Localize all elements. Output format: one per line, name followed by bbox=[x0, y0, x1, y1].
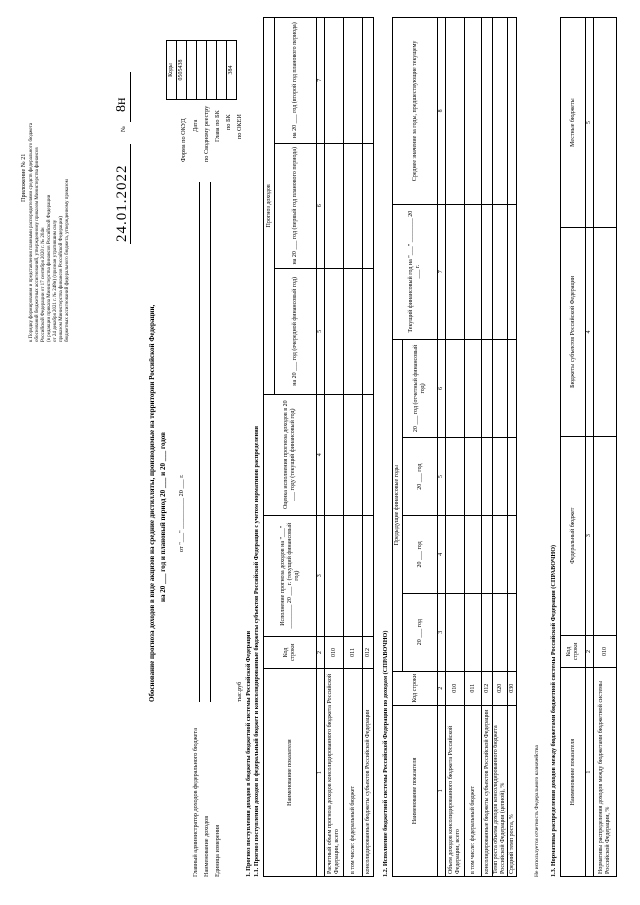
table-row bbox=[325, 18, 344, 877]
th-prev: Предыдущие финансовые годы bbox=[393, 339, 403, 671]
okud-label: Форма по ОКУД bbox=[180, 118, 187, 162]
document-sheet bbox=[2, 4, 638, 902]
doc-date-from: от "___" __________ 20 ___ г. bbox=[178, 474, 185, 552]
th-y3: 20 ___ год bbox=[403, 438, 438, 516]
okud-code: 0505438 bbox=[177, 41, 187, 100]
col-num: 4 bbox=[317, 394, 325, 515]
th-y1: 20 ___ год bbox=[403, 593, 438, 671]
date-label: Дата bbox=[192, 119, 199, 132]
col-num: 5 bbox=[586, 18, 594, 228]
income-line bbox=[210, 182, 211, 702]
col-num: 7 bbox=[317, 18, 325, 144]
codes-header: Коды bbox=[167, 41, 177, 100]
appendix-line: бюджетных ассигнований федерального бюджета, утвержденному приказом bbox=[65, 179, 70, 342]
section1-title: 1. Прогноз поступления доходов в бюджеты бюджетной системы Российской Федерации bbox=[245, 630, 252, 877]
glava-code bbox=[207, 41, 217, 100]
reestr-code bbox=[197, 41, 207, 100]
table-row bbox=[344, 18, 363, 877]
th-subj: Бюджеты субъектов Российской Федерации bbox=[561, 228, 586, 436]
th-local: Местные бюджеты bbox=[561, 18, 586, 228]
th-estimate: Оценка исполнения прогноза доходов в 20 ___ году (текущий финансовый год) bbox=[264, 394, 317, 515]
table-row bbox=[493, 18, 508, 877]
row-code: 012 bbox=[482, 671, 493, 705]
row-code: 030 bbox=[508, 671, 517, 705]
th-exec: Исполнение прогноза доходов на "___" ________ 20 ___ г. (текущий финансовый год) bbox=[264, 515, 317, 636]
th-name: Наименование показателя bbox=[393, 705, 438, 876]
table-row bbox=[508, 18, 517, 877]
table-row bbox=[363, 18, 374, 877]
table-11 bbox=[263, 17, 374, 877]
col-num: 4 bbox=[438, 516, 446, 594]
section13-title: 1.3. Нормативы распределения доходов между бюджетами бюджетной системы Российской Федерации (СПРАВОЧНО) bbox=[550, 544, 557, 877]
th-reporting: 20 ___ год (отчетный финансовый год) bbox=[403, 339, 438, 438]
row-code: 010 bbox=[446, 671, 465, 705]
th-code: Код строки bbox=[264, 636, 317, 669]
col-num: 2 bbox=[586, 635, 594, 668]
appendix-date: 24.01.2022 bbox=[114, 164, 130, 242]
th-name: Наименование показателя bbox=[561, 668, 586, 877]
row-name: консолидированные бюджеты субъектов Российской Федерации bbox=[482, 705, 493, 876]
col-num: 6 bbox=[438, 339, 446, 438]
row-code: 010 bbox=[594, 635, 617, 668]
okei-code: 384 bbox=[227, 41, 237, 100]
row-name: в том числе: федеральный бюджет bbox=[465, 705, 482, 876]
row-code: 011 bbox=[344, 636, 363, 669]
col-num: 2 bbox=[438, 671, 446, 705]
col-num: 1 bbox=[586, 668, 594, 877]
th-fed: Федеральный бюджет bbox=[561, 436, 586, 635]
appendix-number: 8н bbox=[114, 97, 129, 112]
appendix-text bbox=[29, 12, 71, 342]
row-name: Нормативы распределения доходов между бюджетами бюджетной системы Российской Федерации, % bbox=[594, 668, 617, 877]
col-num: 1 bbox=[438, 705, 446, 876]
income-label: Наименование доходов bbox=[203, 815, 210, 877]
th-name: Наименование показателя bbox=[264, 669, 317, 877]
col-num: 5 bbox=[438, 438, 446, 516]
appendix-line: (в редакции приказа Министерства финансов Российской Федерации bbox=[47, 194, 52, 342]
unit-label: Единица измерения bbox=[214, 824, 221, 877]
row-name: Объем доходов консолидированного бюджета Российской Федерации, всего bbox=[446, 705, 465, 876]
col-num: 3 bbox=[438, 593, 446, 671]
doc-title: Обоснование прогноза доходов в виде акцизов на средние дистилляты, производимые на территории Российской Федерации, bbox=[148, 304, 156, 702]
row-code: 020 bbox=[493, 671, 508, 705]
date-underline bbox=[130, 144, 131, 244]
glava-label: Глава по БК bbox=[214, 110, 221, 142]
row-code: 012 bbox=[363, 636, 374, 669]
col-num: 5 bbox=[317, 269, 325, 395]
row-name: Расчетный объем прогноза доходов консолидированного бюджета Российской Федерации, всего bbox=[325, 669, 344, 877]
okei-label: по ОКЕИ bbox=[236, 114, 243, 139]
th-f2: на 20 ___ год (первый год планового периода) bbox=[275, 143, 317, 268]
row-name: Темп роста объема доходов консолидированного бюджета Российской Федерации (цепной), % bbox=[493, 705, 508, 876]
col-num: 6 bbox=[317, 143, 325, 268]
col-num: 3 bbox=[317, 515, 325, 636]
row-name: Средний темп роста, % bbox=[508, 705, 517, 876]
th-forecast: Прогноз доходов bbox=[264, 18, 275, 395]
appendix-line: к Порядку формирования и представления главными распорядителями средств федерального бюджета bbox=[29, 122, 34, 342]
appendix-line: приказом Министерства финансов Российской Федерации) bbox=[59, 216, 64, 342]
date-code bbox=[187, 41, 197, 100]
th-f1: на 20 ___ год (очередной финансовый год) bbox=[275, 269, 317, 395]
appendix-title: Приложение № 21 bbox=[20, 153, 27, 202]
appendix-line: от 24 декабря 2021 г. № 248н) (признан утратившим силу bbox=[53, 219, 58, 342]
appendix-line: Российской Федерации от 17 сентября 2020 г. № 204н bbox=[41, 227, 46, 342]
th-avg: Среднее значение за годы, предшествующие текущему bbox=[393, 18, 438, 205]
codes-table bbox=[166, 40, 237, 100]
reestr-label: по Сводному реестру bbox=[203, 105, 210, 162]
table-row bbox=[594, 18, 617, 877]
th-code: Код строки bbox=[561, 635, 586, 668]
table-row bbox=[482, 18, 493, 877]
col-num: 2 bbox=[317, 636, 325, 669]
col-num: 8 bbox=[438, 18, 446, 205]
row-name: консолидированные бюджеты субъектов Российской Федерации bbox=[363, 669, 374, 877]
row-name: в том числе: федеральный бюджет bbox=[344, 669, 363, 877]
appendix-line: обоснований бюджетных ассигнований, утвержденному приказом Министерства финансов bbox=[35, 147, 40, 342]
section12-note: Не используется отчетность Федерального казначейства bbox=[534, 745, 540, 877]
col-num: 4 bbox=[586, 228, 594, 436]
unit-value: тыс.руб bbox=[236, 681, 243, 702]
number-underline bbox=[130, 72, 131, 122]
table-row bbox=[446, 18, 465, 877]
table-row bbox=[465, 18, 482, 877]
doc-title-years: на 20 ___ год и плановый период 20 ___ и 20 ___ годов bbox=[159, 432, 167, 602]
th-y2: 20 ___ год bbox=[403, 516, 438, 594]
table-12 bbox=[392, 17, 517, 877]
col-num: 1 bbox=[317, 669, 325, 877]
row-code: 011 bbox=[465, 671, 482, 705]
col-num: 7 bbox=[438, 204, 446, 339]
section11-title: 1.1. Прогноз поступления доходов в федеральный бюджет и консолидированные бюджеты субъектов Российской Федерации с учетом нормативов распределения bbox=[253, 425, 260, 877]
th-current: Текущий финансовый год на "___" ________ 20 ___ г. bbox=[393, 204, 438, 339]
row-code: 010 bbox=[325, 636, 344, 669]
th-code: Код строки bbox=[393, 671, 438, 705]
admin-label: Главный администратор доходов федерального бюджета bbox=[192, 728, 199, 877]
col-num: 3 bbox=[586, 436, 594, 635]
bk-label: по БК bbox=[225, 114, 232, 130]
admin-line bbox=[199, 182, 200, 702]
number-label: № bbox=[120, 126, 127, 132]
section12-title: 1.2. Исполнение бюджетной системы Российской Федерации по доходам (СПРАВОЧНО) bbox=[382, 630, 389, 877]
th-f3: на 20 ___ год (второй год планового периода) bbox=[275, 18, 317, 144]
table-13 bbox=[560, 17, 617, 877]
bk-code bbox=[217, 41, 227, 100]
